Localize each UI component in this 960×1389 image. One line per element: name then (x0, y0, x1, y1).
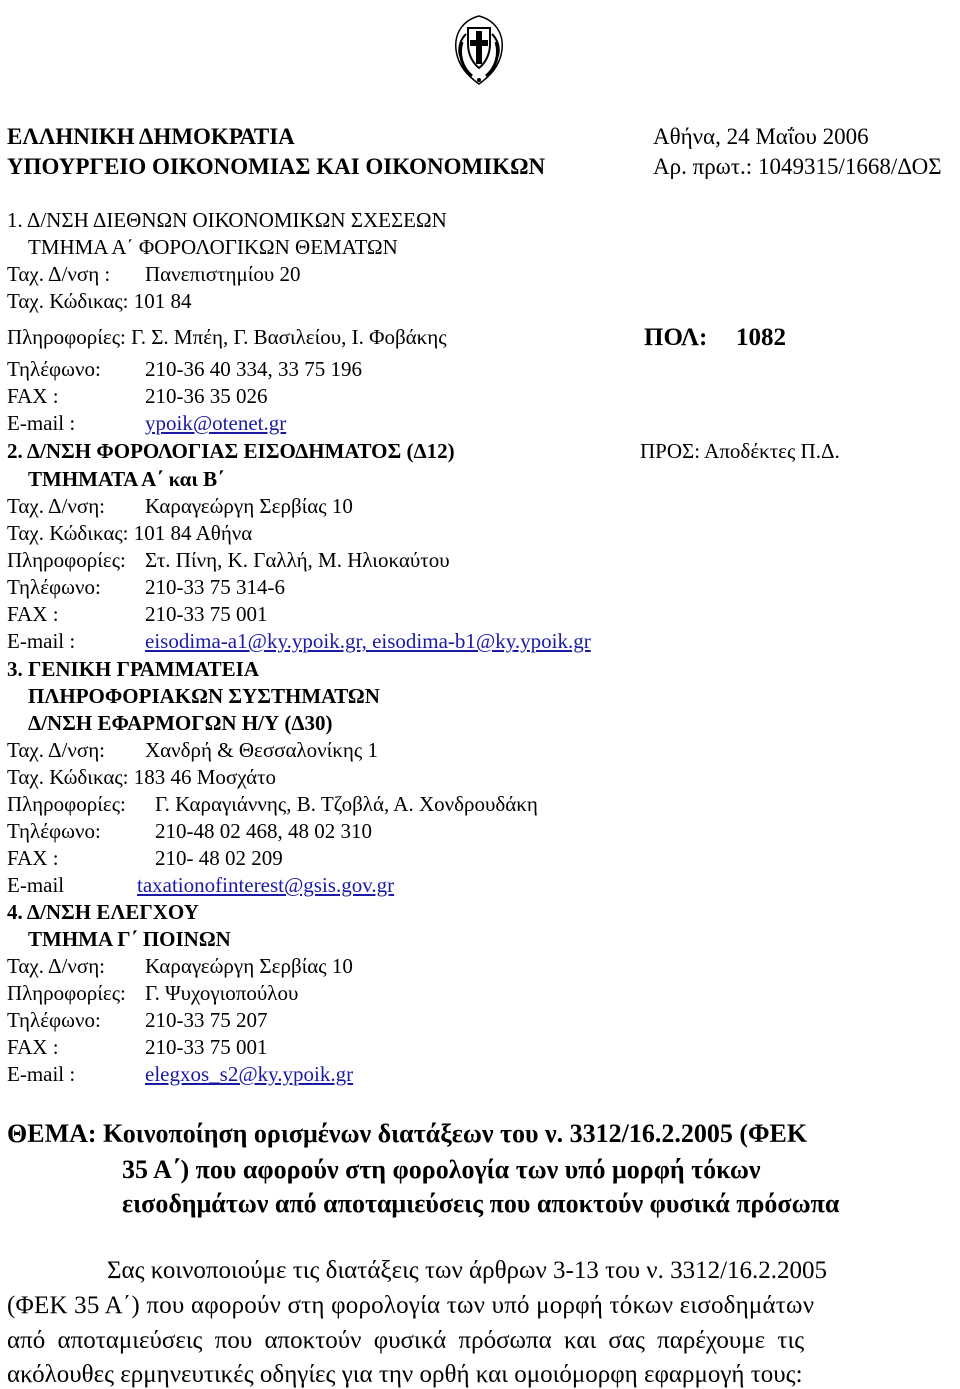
section1-phone-value: 210-36 40 334, 33 75 196 (145, 357, 362, 381)
section4-fax-value: 210-33 75 001 (145, 1035, 268, 1059)
section3-email-label: E-mail (7, 873, 65, 897)
section4-address-value: Καραγεώργη Σερβίας 10 (145, 954, 353, 978)
body-line-2: (ΦΕΚ 35 Α΄) που αφορούν στη φορολογία των υπό μορφή τόκων εισοδημάτων (7, 1292, 815, 1319)
section4-fax-label: FAX : (7, 1035, 59, 1059)
section2-info-label: Πληροφορίες: (7, 548, 126, 572)
section1-email-label: E-mail : (7, 411, 76, 435)
section1-title: 1. Δ/ΝΣΗ ΔΙΕΘΝΩΝ ΟΙΚΟΝΟΜΙΚΩΝ ΣΧΕΣΕΩΝ (7, 208, 447, 232)
subject-line-1: ΘΕΜΑ: Κοινοποίηση ορισμένων διατάξεων του ν. 3312/16.2.2005 (ΦΕΚ (7, 1119, 808, 1148)
body-line-4: ακόλουθες ερμηνευτικές οδηγίες για την ορθή και ομοιόμορφη εφαρμογή τους: (7, 1361, 803, 1388)
section2-email-link[interactable]: eisodima-a1@ky.ypoik.gr, eisodima-b1@ky.ypoik.gr (145, 629, 591, 653)
protocol-number: Αρ. πρωτ.: 1049315/1668/ΔΟΣ (653, 154, 942, 179)
subject-line-2: 35 Α΄) που αφορούν στη φορολογία των υπό μορφή τόκων (122, 1155, 761, 1184)
section4-info-value: Γ. Ψυχογιοπούλου (145, 981, 299, 1005)
section2-info-value: Στ. Πίνη, Κ. Γαλλή, Μ. Ηλιοκαύτου (145, 548, 450, 572)
section1-postcode: Ταχ. Κώδικας: 101 84 (7, 289, 192, 313)
section1-fax-value: 210-36 35 026 (145, 384, 268, 408)
place-date: Αθήνα, 24 Μαΐου 2006 (653, 124, 869, 149)
section3-title: 3. ΓΕΝΙΚΗ ΓΡΑΜΜΑΤΕΙΑ (7, 657, 260, 681)
ministry-name: ΥΠΟΥΡΓΕΙΟ ΟΙΚΟΝΟΜΙΑΣ ΚΑΙ ΟΙΚΟΝΟΜΙΚΩΝ (7, 154, 546, 179)
section2-title: 2. Δ/ΝΣΗ ΦΟΡΟΛΟΓΙΑΣ ΕΙΣΟΔΗΜΑΤΟΣ (Δ12) (7, 439, 455, 463)
section3-fax-value: 210- 48 02 209 (155, 846, 283, 870)
section4-email-link[interactable]: elegxos_s2@ky.ypoik.gr (145, 1062, 354, 1086)
section3-subtitle: ΠΛΗΡΟΦΟΡΙΑΚΩΝ ΣΥΣΤΗΜΑΤΩΝ (28, 684, 380, 708)
section4-address-label: Ταχ. Δ/νση: (7, 954, 106, 978)
section3-info-value: Γ. Καραγιάννης, Β. Τζοβλά, Α. Χονδρουδάκη (155, 792, 538, 816)
section4-info-label: Πληροφορίες: (7, 981, 126, 1005)
section2-phone-value: 210-33 75 314-6 (145, 575, 285, 599)
section2-address-label: Ταχ. Δ/νση: (7, 494, 106, 518)
section4-email-label: E-mail : (7, 1062, 76, 1086)
section1-info: Πληροφορίες: Γ. Σ. Μπέη, Γ. Βασιλείου, Ι. Φοβάκης (7, 325, 447, 349)
section2-phone-label: Τηλέφωνο: (7, 575, 101, 599)
section2-fax-label: FAX : (7, 602, 59, 626)
section1-email-link[interactable]: ypoik@otenet.gr (145, 411, 287, 435)
section3-fax-label: FAX : (7, 846, 59, 870)
section3-phone-label: Τηλέφωνο: (7, 819, 101, 843)
section4-subtitle: ΤΜΗΜΑ Γ΄ ΠΟΙΝΩΝ (28, 927, 231, 951)
section3-phone-value: 210-48 02 468, 48 02 310 (155, 819, 372, 843)
section1-address-value: Πανεπιστημίου 20 (145, 262, 301, 286)
section3-address-label: Ταχ. Δ/νση: (7, 738, 106, 762)
section3-postcode: Ταχ. Κώδικας: 183 46 Μοσχάτο (7, 765, 277, 789)
section1-phone-label: Τηλέφωνο: (7, 357, 101, 381)
pol-label: ΠΟΛ: (644, 324, 708, 351)
section2-email-label: E-mail : (7, 629, 76, 653)
section4-phone-value: 210-33 75 207 (145, 1008, 268, 1032)
body-line-3: από αποταμιεύσεις που αποκτούν φυσικά πρόσωπα και σας παρέχουμε τις (7, 1327, 805, 1354)
section4-title: 4. Δ/ΝΣΗ ΕΛΕΓΧΟΥ (7, 900, 199, 924)
greek-coat-of-arms-icon (444, 14, 514, 88)
section4-phone-label: Τηλέφωνο: (7, 1008, 101, 1032)
section3-info-label: Πληροφορίες: (7, 792, 126, 816)
pol-number: 1082 (736, 324, 786, 351)
section3-email-link[interactable]: taxationofinterest@gsis.gov.gr (137, 873, 395, 897)
section2-postcode: Ταχ. Κώδικας: 101 84 Αθήνα (7, 521, 253, 545)
section2-address-value: Καραγεώργη Σερβίας 10 (145, 494, 353, 518)
section3-address-value: Χανδρή & Θεσσαλονίκης 1 (145, 738, 378, 762)
recipients: ΠΡΟΣ: Αποδέκτες Π.Δ. (640, 439, 840, 463)
section2-fax-value: 210-33 75 001 (145, 602, 268, 626)
section2-subtitle: ΤΜΗΜΑΤΑ Α΄ και Β΄ (28, 467, 225, 491)
country-name: ΕΛΛΗΝΙΚΗ ΔΗΜΟΚΡΑΤΙΑ (7, 124, 295, 149)
section1-subtitle: ΤΜΗΜΑ Α΄ ΦΟΡΟΛΟΓΙΚΩΝ ΘΕΜΑΤΩΝ (28, 235, 398, 259)
section1-fax-label: FAX : (7, 384, 59, 408)
section1-address-label: Ταχ. Δ/νση : (7, 262, 111, 286)
section3-subtitle-2: Δ/ΝΣΗ ΕΦΑΡΜΟΓΩΝ Η/Υ (Δ30) (28, 711, 333, 735)
body-line-1: Σας κοινοποιούμε τις διατάξεις των άρθρων 3-13 του ν. 3312/16.2.2005 (107, 1257, 828, 1284)
subject-line-3: εισοδημάτων από αποταμιεύσεις που αποκτούν φυσικά πρόσωπα (122, 1189, 840, 1218)
